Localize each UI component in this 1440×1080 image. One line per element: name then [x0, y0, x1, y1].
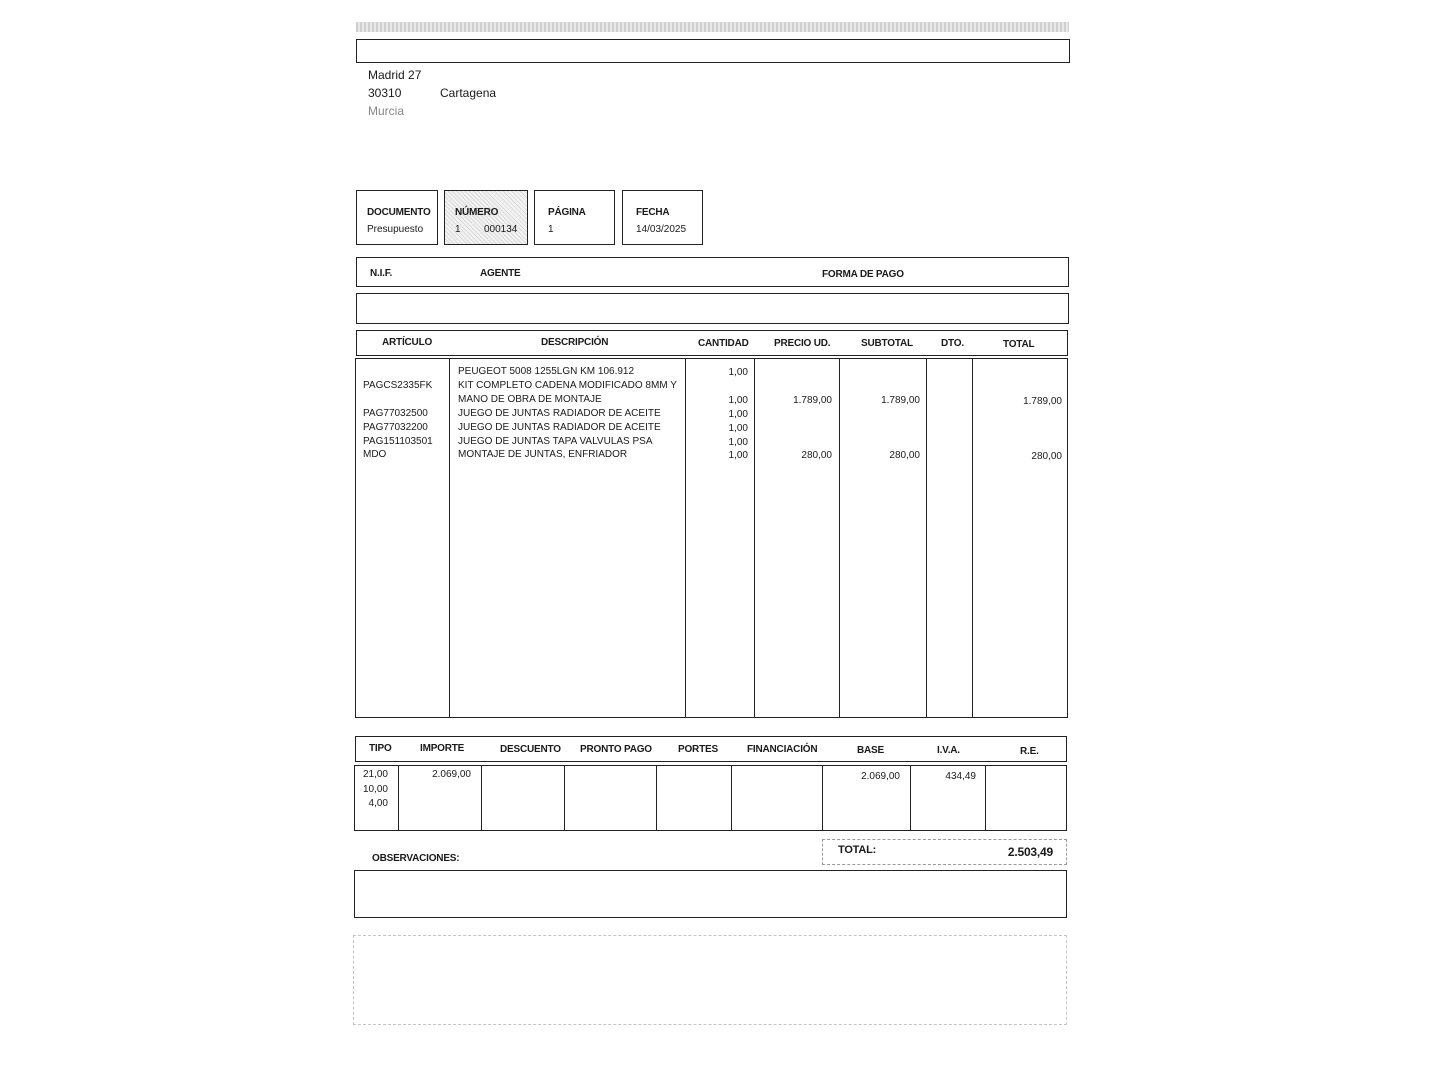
- item-subtotal: 280,00: [889, 450, 920, 461]
- address-postal-code: 30310: [368, 86, 402, 100]
- items-header-subtotal: SUBTOTAL: [861, 338, 913, 349]
- tax-tipo-4: 4,00: [368, 798, 388, 809]
- item-cantidad: 1,00: [728, 423, 748, 434]
- tax-col-divider-6: [822, 765, 823, 831]
- address-street: Madrid 27: [368, 68, 422, 82]
- pagina-value: 1: [548, 224, 554, 235]
- total-label: TOTAL:: [838, 844, 877, 856]
- company-header-box: [356, 39, 1070, 63]
- items-col-divider-2: [685, 358, 686, 718]
- item-descripcion: MONTAJE DE JUNTAS, ENFRIADOR: [458, 449, 628, 460]
- pagina-label: PÁGINA: [548, 207, 586, 218]
- documento-value: Presupuesto: [367, 224, 424, 235]
- tax-header-tipo: TIPO: [369, 743, 392, 754]
- tax-header-financiacion: FINANCIACIÓN: [747, 744, 818, 755]
- top-scan-strip: [356, 22, 1069, 32]
- tax-col-divider-5: [731, 765, 732, 831]
- agente-label: AGENTE: [480, 268, 521, 279]
- observaciones-box: [354, 870, 1067, 918]
- items-header-total: TOTAL: [1003, 339, 1035, 350]
- item-cantidad: 1,00: [728, 437, 748, 448]
- items-header-precio: PRECIO UD.: [774, 338, 831, 349]
- item-descripcion: JUEGO DE JUNTAS RADIADOR DE ACEITE: [458, 408, 661, 419]
- item-descripcion: PEUGEOT 5008 1255LGN KM 106.912: [458, 366, 635, 377]
- tax-header-descuento: DESCUENTO: [500, 744, 561, 755]
- items-col-divider-4: [839, 358, 840, 718]
- tax-header-re: R.E.: [1020, 746, 1039, 757]
- client-values-box: [356, 293, 1069, 324]
- tax-header-pronto-pago: PRONTO PAGO: [580, 744, 652, 755]
- item-cantidad: 1,00: [728, 450, 748, 461]
- tax-header-importe: IMPORTE: [420, 743, 465, 754]
- tax-header-base: BASE: [857, 745, 884, 756]
- address-province: Murcia: [368, 104, 405, 118]
- client-header-box: [356, 257, 1069, 287]
- tax-tipo-21: 21,00: [362, 769, 388, 780]
- items-col-divider-1: [449, 358, 450, 718]
- items-header-articulo: ARTÍCULO: [382, 337, 433, 348]
- total-value: 2.503,49: [1007, 845, 1053, 859]
- tax-col-divider-8: [985, 765, 986, 831]
- item-precio: 280,00: [801, 450, 832, 461]
- item-total: 280,00: [1031, 451, 1062, 462]
- item-articulo: PAGCS2335FK: [363, 380, 433, 391]
- item-descripcion: JUEGO DE JUNTAS RADIADOR DE ACEITE: [458, 422, 661, 433]
- items-col-divider-3: [754, 358, 755, 718]
- item-total: 1.789,00: [1023, 396, 1062, 407]
- item-articulo: PAG77032500: [363, 408, 428, 419]
- tax-importe: 2.069,00: [432, 769, 471, 780]
- address-city: Cartagena: [440, 86, 497, 100]
- nif-label: N.I.F.: [370, 268, 393, 279]
- items-header-cantidad: CANTIDAD: [698, 338, 749, 349]
- fecha-value: 14/03/2025: [636, 224, 687, 235]
- item-articulo: PAG151103501: [363, 436, 433, 447]
- item-descripcion: JUEGO DE JUNTAS TAPA VALVULAS PSA: [458, 436, 653, 447]
- item-cantidad: 1,00: [728, 409, 748, 420]
- tax-header-iva: I.V.A.: [937, 745, 960, 756]
- forma-pago-label: FORMA DE PAGO: [822, 269, 904, 280]
- item-articulo: PAG77032200: [363, 422, 428, 433]
- items-col-divider-6: [972, 358, 973, 718]
- items-header-dto: DTO.: [941, 338, 964, 349]
- item-cantidad: 1,00: [728, 367, 748, 378]
- tax-base: 2.069,00: [861, 771, 900, 782]
- item-descripcion: MANO DE OBRA DE MONTAJE: [458, 394, 602, 405]
- item-articulo: MDO: [363, 449, 387, 460]
- tax-col-divider-7: [910, 765, 911, 831]
- tax-tipo-10: 10,00: [362, 784, 388, 795]
- item-subtotal: 1.789,00: [881, 395, 920, 406]
- tax-col-divider-1: [398, 765, 399, 831]
- numero-series: 1: [455, 224, 461, 235]
- tax-col-divider-2: [481, 765, 482, 831]
- item-cantidad: 1,00: [728, 395, 748, 406]
- tax-col-divider-4: [656, 765, 657, 831]
- tax-iva: 434,49: [945, 771, 976, 782]
- tax-header-portes: PORTES: [678, 744, 718, 755]
- observaciones-label: OBSERVACIONES:: [372, 853, 460, 864]
- items-col-divider-5: [926, 358, 927, 718]
- numero-value: 000134: [484, 224, 518, 235]
- documento-label: DOCUMENTO: [367, 207, 431, 218]
- numero-label: NÚMERO: [455, 207, 499, 218]
- item-descripcion: KIT COMPLETO CADENA MODIFICADO 8MM Y: [458, 380, 677, 391]
- items-header-descripcion: DESCRIPCIÓN: [541, 337, 609, 348]
- fecha-label: FECHA: [636, 207, 670, 218]
- item-precio: 1.789,00: [793, 395, 832, 406]
- footer-faded-box: [353, 935, 1067, 1025]
- tax-col-divider-3: [564, 765, 565, 831]
